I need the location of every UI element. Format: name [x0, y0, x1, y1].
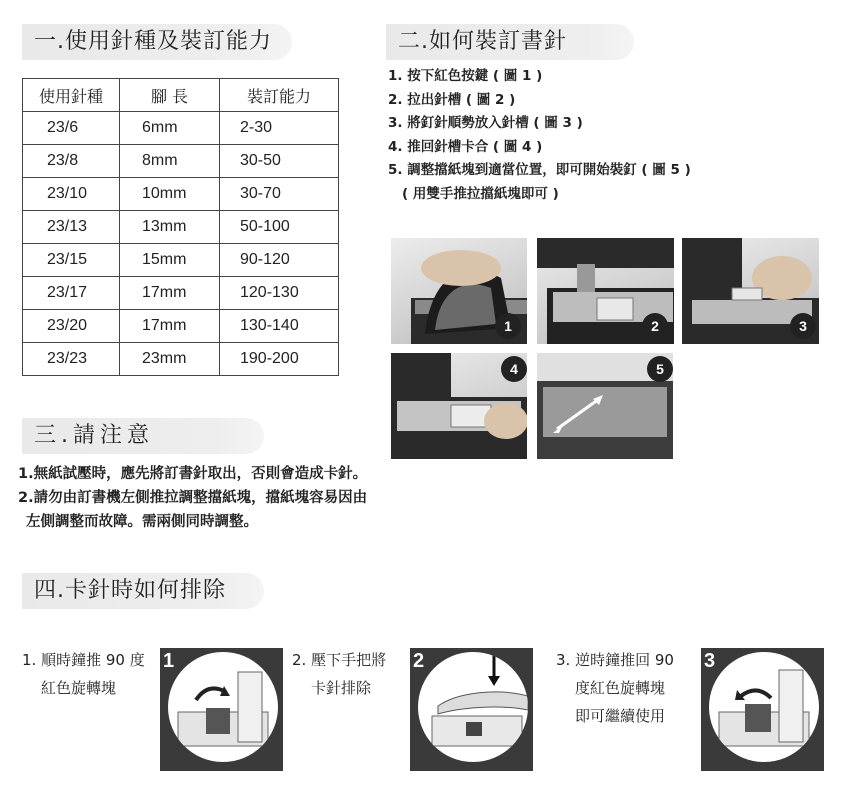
step-text: ( 用雙手推拉擋紙塊即可 )	[402, 185, 559, 202]
table-row	[23, 211, 339, 244]
note-text: 2.請勿由訂書機左側推拉調整擋紙塊，擋紙塊容易因由	[18, 490, 368, 506]
jam-step-line: 2. 壓下手把將	[292, 651, 387, 669]
jam-image-number: 2	[413, 650, 425, 672]
rotate-back-illustration	[709, 652, 819, 762]
table-row	[23, 244, 339, 277]
photo-number: 3	[790, 313, 816, 339]
jam-step-line: 度紅色旋轉塊	[575, 679, 666, 697]
press-handle-illustration	[418, 652, 528, 762]
section-title-how-to-load: 二.如何裝訂書針	[386, 24, 634, 60]
note-text: 左側調整而故障。需兩側同時調整。	[26, 514, 258, 530]
loading-photo-2	[537, 238, 674, 344]
table-cell: 23mm	[120, 343, 220, 376]
jam-step-line: 紅色旋轉塊	[41, 679, 117, 697]
table-header-row	[23, 79, 339, 112]
jam-image-number: 3	[704, 650, 716, 672]
table-cell: 130-140	[220, 310, 339, 343]
column-header: 使用針種	[23, 79, 120, 112]
table-cell: 10mm	[120, 178, 220, 211]
table-cell: 120-130	[220, 277, 339, 310]
jam-step-line: 即可繼續使用	[575, 707, 666, 725]
loading-photo-5	[537, 353, 673, 459]
table-cell: 23/8	[23, 145, 120, 178]
photo-number: 1	[495, 313, 521, 339]
jam-step-line: 卡針排除	[311, 679, 372, 697]
table-cell: 23/10	[23, 178, 120, 211]
table-row	[23, 343, 339, 376]
jam-image-1	[160, 648, 283, 771]
jam-illustration-3	[709, 652, 819, 762]
table-cell: 17mm	[120, 310, 220, 343]
jam-step-3-text	[556, 646, 674, 730]
table-cell: 50-100	[220, 211, 339, 244]
step-text: 3. 將釘針順勢放入針槽 ( 圖 3 )	[388, 115, 583, 132]
table-cell: 190-200	[220, 343, 339, 376]
jam-image-2	[410, 648, 533, 771]
table-cell: 17mm	[120, 277, 220, 310]
loading-steps	[388, 65, 691, 207]
table-row	[23, 277, 339, 310]
table-row	[23, 310, 339, 343]
table-cell: 30-70	[220, 178, 339, 211]
loading-photo-3	[682, 238, 819, 344]
rotate-block-illustration	[168, 652, 278, 762]
jam-image-number: 1	[163, 650, 175, 672]
table-cell: 6mm	[120, 112, 220, 145]
step-text: 4. 推回針槽卡合 ( 圖 4 )	[388, 138, 543, 155]
photo-number: 2	[642, 313, 668, 339]
section-title-capacity: 一.使用針種及裝訂能力	[22, 24, 292, 60]
capacity-table	[22, 78, 339, 376]
table-cell: 23/6	[23, 112, 120, 145]
jam-step-line: 3. 逆時鐘推回 90	[556, 651, 674, 669]
step-text: 5. 調整擋紙塊到適當位置，即可開始裝釘 ( 圖 5 )	[388, 162, 691, 179]
table-row	[23, 145, 339, 178]
jam-step-line: 1. 順時鐘推 90 度	[22, 651, 145, 669]
table-cell: 13mm	[120, 211, 220, 244]
table-cell: 90-120	[220, 244, 339, 277]
photo-number: 5	[647, 356, 673, 382]
section-title-notes: 三.請注意	[22, 418, 264, 454]
notes-list	[18, 462, 367, 534]
jam-image-3	[701, 648, 824, 771]
table-cell: 23/15	[23, 244, 120, 277]
jam-illustration-2	[418, 652, 528, 762]
jam-step-1-text	[22, 646, 145, 702]
table-cell: 30-50	[220, 145, 339, 178]
table-cell: 15mm	[120, 244, 220, 277]
column-header: 腳 長	[120, 79, 220, 112]
table-cell: 2-30	[220, 112, 339, 145]
step-text: 2. 拉出針槽 ( 圖 2 )	[388, 91, 516, 108]
table-cell: 23/23	[23, 343, 120, 376]
column-header: 裝訂能力	[220, 79, 339, 112]
loading-photo-1	[391, 238, 527, 344]
table-cell: 23/20	[23, 310, 120, 343]
section-title-jam-removal: 四.卡針時如何排除	[22, 573, 264, 609]
table-cell: 23/13	[23, 211, 120, 244]
photo-number: 4	[501, 356, 527, 382]
step-text: 1. 按下紅色按鍵 ( 圖 1 )	[388, 68, 543, 84]
note-text: 1.無紙試壓時，應先將訂書針取出，否則會造成卡針。	[18, 466, 368, 482]
table-row	[23, 178, 339, 211]
table-cell: 8mm	[120, 145, 220, 178]
table-row	[23, 112, 339, 145]
jam-illustration-1	[168, 652, 278, 762]
loading-photo-4	[391, 353, 527, 459]
jam-step-2-text	[292, 646, 386, 702]
table-cell: 23/17	[23, 277, 120, 310]
